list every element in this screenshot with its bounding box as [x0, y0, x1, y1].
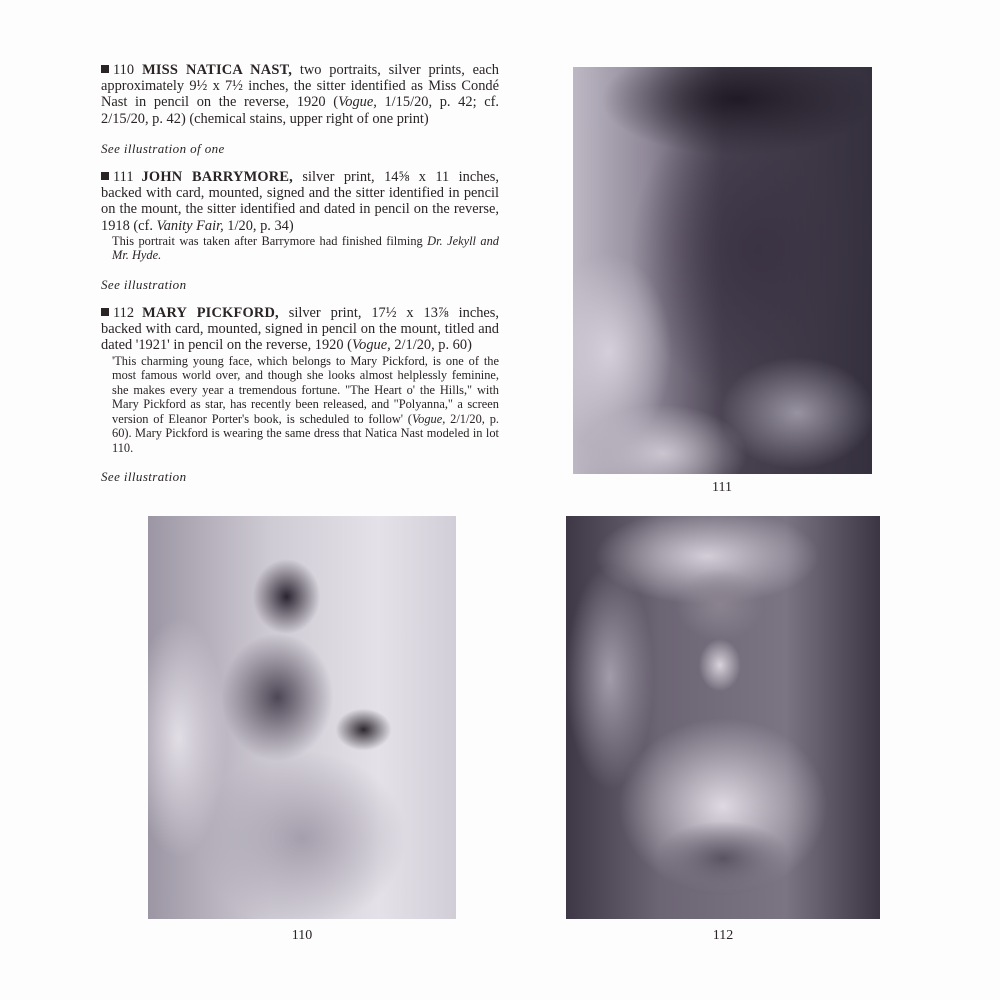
photo-caption-111: 111	[712, 480, 732, 495]
square-bullet-icon	[101, 308, 109, 316]
film-title: Dr. Jekyll and Mr. Hyde.	[112, 233, 499, 263]
photo-john-barrymore	[573, 67, 872, 474]
see-illustration-112: See illustration	[101, 469, 187, 485]
lot-number: 111	[113, 169, 134, 186]
lot-entry-111	[101, 169, 499, 234]
see-illustration-110: See illustration of one	[101, 140, 225, 156]
photo-caption-110: 110	[291, 928, 313, 943]
publication-name: Vogue,	[351, 337, 391, 354]
lot-number: 110	[113, 62, 135, 78]
lot-title: MARY PICKFORD,	[142, 305, 279, 322]
lot-note-112	[112, 354, 499, 456]
lot-title: MISS NATICA NAST,	[142, 62, 293, 78]
lot-description: silver print, 14⅝ x 11 inches, backed with card, mounted, signed and the sitter identified in pencil on the mount, the sitter identified and dated in pencil on the reverse, 1918 (cf.	[101, 169, 499, 234]
square-bullet-icon	[101, 65, 109, 73]
lot-note-111	[112, 234, 499, 263]
lot-description-cont: 1/20, p. 34)	[223, 217, 294, 234]
lot-description: silver print, 17½ x 13⅞ inches, backed with card, mounted, signed in pencil on the mount, titled and dated '1921' in pencil on the reverse, 1920 (	[101, 305, 499, 354]
lot-number: 112	[113, 305, 135, 322]
catalog-text-column	[101, 62, 499, 497]
note-text-cont: 2/1/20, p. 60). Mary Pickford is wearing the same dress that Natica Nast modeled in lot 110.	[112, 411, 499, 455]
lot-description-cont: 1/15/20, p. 42; cf. 2/15/20, p. 42) (chemical stains, upper right of one print)	[101, 94, 500, 127]
square-bullet-icon	[101, 172, 109, 180]
photo-mary-pickford	[566, 516, 880, 919]
publication-name: Vanity Fair,	[156, 217, 224, 234]
see-illustration-111: See illustration	[101, 276, 187, 292]
photo-natica-nast	[148, 516, 456, 919]
lot-entry-110	[101, 62, 499, 127]
photo-caption-112: 112	[712, 928, 734, 943]
lot-description-cont: 2/1/20, p. 60)	[390, 337, 472, 354]
lot-title: JOHN BARRYMORE,	[141, 169, 293, 186]
lot-description: two portraits, silver prints, each approximately 9½ x 7½ inches, the sitter identified as Miss Condé Nast in pencil on the reverse, 1920 (	[101, 62, 499, 111]
publication-name: Vogue,	[411, 411, 446, 426]
note-text: This portrait was taken after Barrymore had finished filming	[112, 233, 428, 248]
publication-name: Vogue,	[338, 94, 377, 111]
note-text: 'This charming young face, which belongs to Mary Pickford, is one of the most famous world over, and though she looks almost helplessly feminine, she makes every year a tremendous fortune. "The Heart o' the Hills," with Mary Pickford as star, has recently been released, and "Polyanna," a screen version of Eleanor Porter's book, is scheduled to follow' (	[112, 353, 499, 426]
lot-entry-112	[101, 305, 499, 354]
